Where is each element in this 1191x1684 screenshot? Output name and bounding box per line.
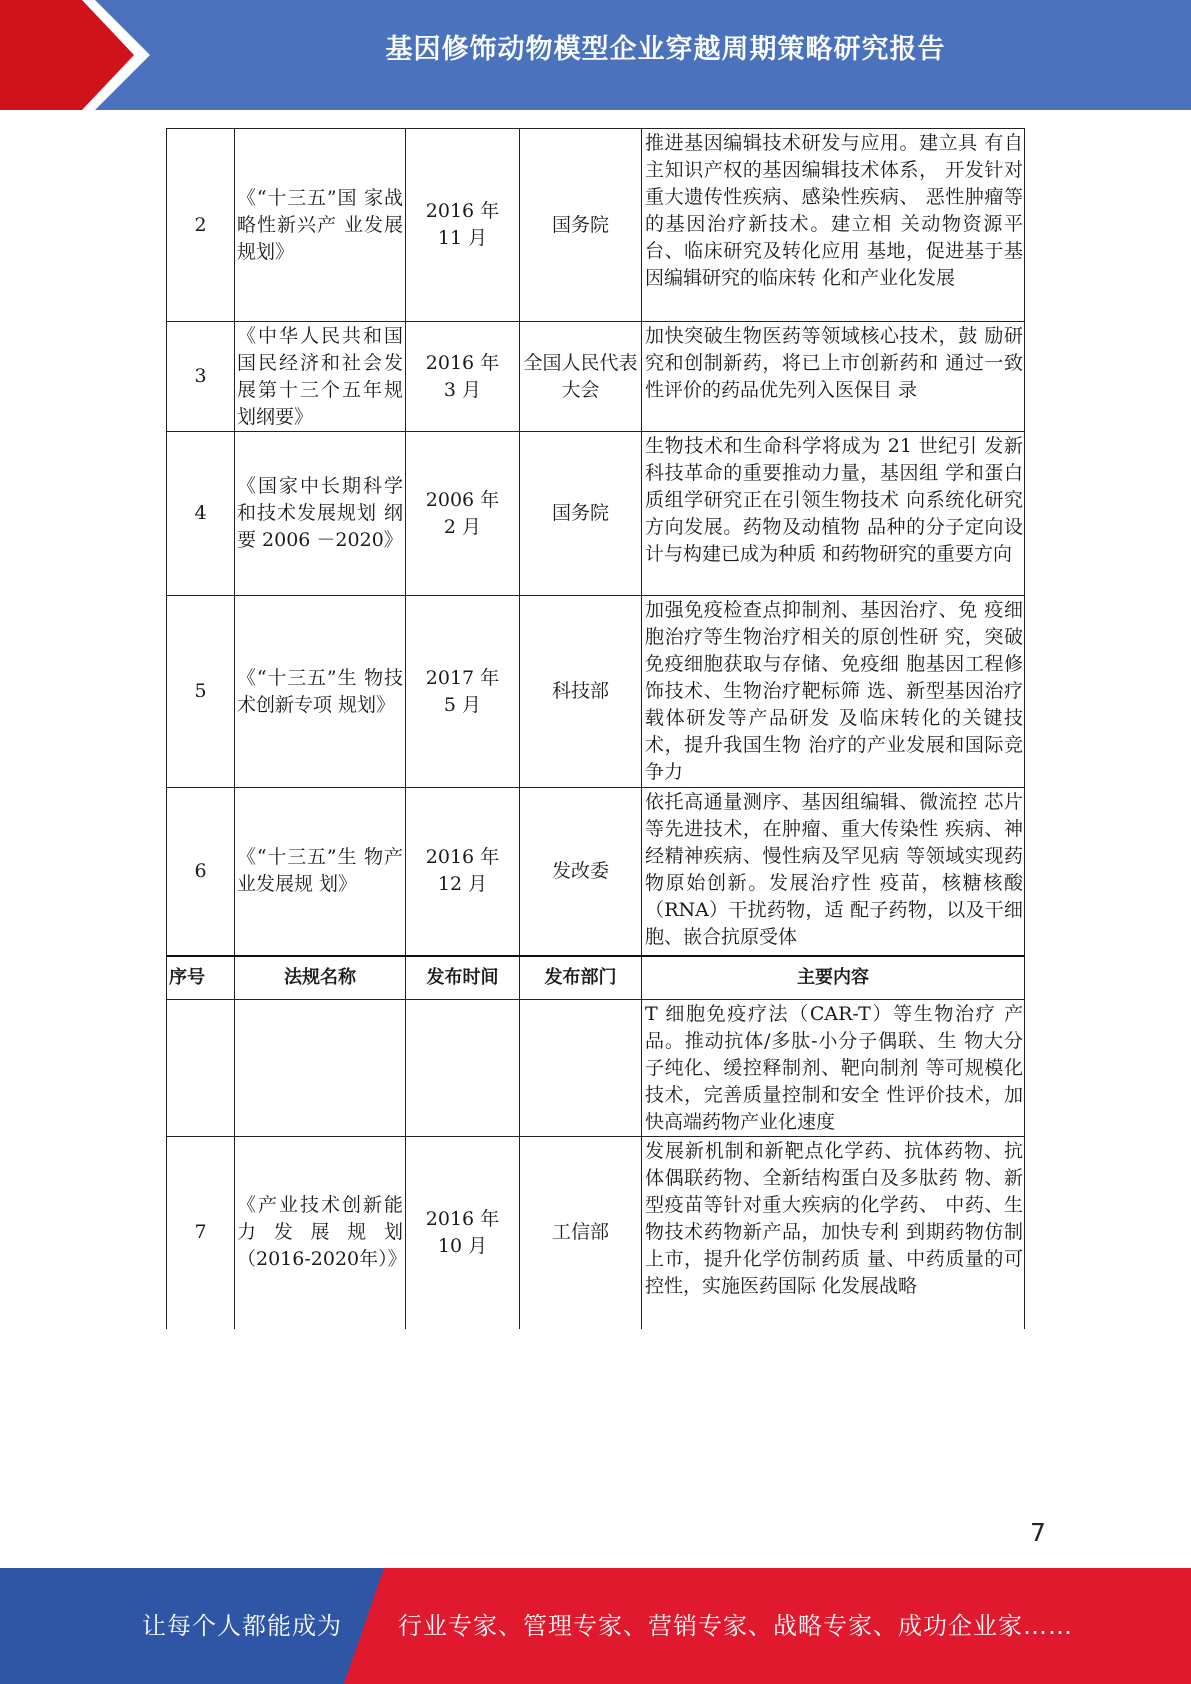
main-content: 推进基因编辑技术研发与应用。建立具 有自主知识产权的基因编辑技术体系， 开发针对重大遗传性疾病、感染性疾病、 恶性肿瘤等的基因治疗新技术。建立相 关动物资源平台、临床研究及转化应用 基地，促进基于基因编辑研究的临床转 化和产业化发展	[642, 129, 1025, 322]
main-content: 加强免疫检查点抑制剂、基因治疗、免 疫细胞治疗等生物治疗相关的原创性研 究，突破免疫细胞获取与存储、免疫细 胞基因工程修饰技术、生物治疗靶标筛 选、新型基因治疗载体研发等产品研发 及临床转化的关键技术，提升我国生物 治疗的产业发展和国际竞争力	[642, 596, 1025, 788]
column-header-date: 发布时间	[406, 956, 520, 1000]
publish-date: 2006 年 2 月	[406, 432, 520, 596]
page-number: 7	[1030, 1518, 1046, 1547]
regulation-name: 《中华人民共和国国民经济和社会发展第十三个五年规划纲要》	[235, 322, 406, 432]
row-number: 6	[167, 788, 235, 956]
regulation-name: 《产业技术创新能力发展规划（2016-2020年）》	[235, 1137, 406, 1329]
regulation-name: 《国家中长期科学和技术发展规划 纲 要 2006 －2020》	[235, 432, 406, 596]
table-row	[167, 129, 1025, 322]
row-number: 7	[167, 1137, 235, 1329]
page-header	[0, 0, 1191, 110]
table-row	[167, 1137, 1025, 1329]
publish-date: 2016 年 10 月	[406, 1137, 520, 1329]
publish-date: 2016 年 12 月	[406, 788, 520, 956]
header-arrow-icon	[0, 0, 160, 110]
page-footer	[0, 1568, 1191, 1684]
column-header-number: 序号	[167, 956, 235, 1000]
regulation-name: 《“十三五”生 物产业发展规 划》	[235, 788, 406, 956]
regulation-name	[235, 1000, 406, 1137]
regulation-name: 《“十三五”国 家战略性新兴产 业发展规划》	[235, 129, 406, 322]
publish-date: 2017 年 5 月	[406, 596, 520, 788]
row-number: 5	[167, 596, 235, 788]
main-content: 生物技术和生命科学将成为 21 世纪引 发新科技革命的重要推动力量，基因组 学和蛋白质组学研究正在引领生物技术 向系统化研究方向发展。药物及动植物 品种的分子定向设计与构建已成为种质 和药物研究的重要方向	[642, 432, 1025, 596]
publish-date: 2016 年 3 月	[406, 322, 520, 432]
main-content: 发展新机制和新靶点化学药、抗体药物、抗体偶联药物、全新结构蛋白及多肽药 物、新型疫苗等针对重大疾病的化学药、 中药、生物技术药物新产品，加快专利 到期药物仿制上市，提升化学仿制药质 量、中药质量的可控性，实施医药国际 化发展战略	[642, 1137, 1025, 1329]
column-header-name: 法规名称	[235, 956, 406, 1000]
table-row	[167, 1000, 1025, 1137]
regulation-name: 《“十三五”生 物技术创新专项 规划》	[235, 596, 406, 788]
row-number: 2	[167, 129, 235, 322]
publish-date	[406, 1000, 520, 1137]
publish-department: 发改委	[520, 788, 642, 956]
column-header-department: 发布部门	[520, 956, 642, 1000]
footer-slogan-left: 让每个人都能成为	[142, 1612, 342, 1640]
table-row	[167, 596, 1025, 788]
publish-department: 全国人民代表大会	[520, 322, 642, 432]
row-number: 4	[167, 432, 235, 596]
publish-date: 2016 年 11 月	[406, 129, 520, 322]
report-title: 基因修饰动物模型企业穿越周期策略研究报告	[385, 34, 946, 65]
publish-department: 科技部	[520, 596, 642, 788]
column-header-content: 主要内容	[642, 956, 1025, 1000]
regulations-table	[166, 128, 1025, 1329]
row-number	[167, 1000, 235, 1137]
main-content: 依托高通量测序、基因组编辑、微流控 芯片等先进技术，在肿瘤、重大传染性 疾病、神经精神疾病、慢性病及罕见病 等领域实现药物原始创新。发展治疗性 疫苗，核糖核酸（RNA）干扰药物，适 配子药物，以及干细胞、嵌合抗原受体	[642, 788, 1025, 956]
main-content: T 细胞免疫疗法（CAR-T）等生物治疗 产品。推动抗体/多肽-小分子偶联、生 物大分子纯化、缓控释制剂、靶向制剂 等可规模化技术，完善质量控制和安全 性评价技术，加快高端药物产业化速度	[642, 1000, 1025, 1137]
table-row	[167, 322, 1025, 432]
row-number: 3	[167, 322, 235, 432]
publish-department	[520, 1000, 642, 1137]
publish-department: 工信部	[520, 1137, 642, 1329]
publish-department: 国务院	[520, 432, 642, 596]
main-content: 加快突破生物医药等领域核心技术，鼓 励研究和创制新药，将已上市创新药和 通过一致性评价的药品优先列入医保目 录	[642, 322, 1025, 432]
table-row	[167, 432, 1025, 596]
table-row	[167, 788, 1025, 956]
table-header-row	[167, 956, 1025, 1000]
footer-slogan-right: 行业专家、管理专家、营销专家、战略专家、成功企业家……	[398, 1612, 1073, 1640]
publish-department: 国务院	[520, 129, 642, 322]
